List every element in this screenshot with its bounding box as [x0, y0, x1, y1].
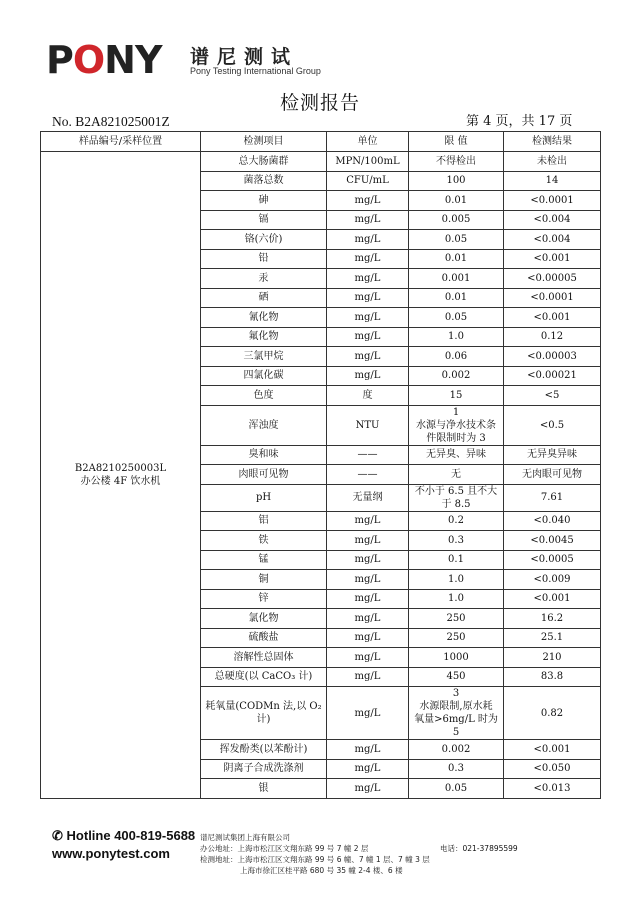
limit-value: 15: [409, 386, 504, 406]
test-item: 三氯甲烷: [201, 347, 327, 367]
unit: mg/L: [327, 230, 409, 250]
test-item: 总硬度(以 CaCO₃ 计): [201, 667, 327, 687]
unit: mg/L: [327, 779, 409, 799]
limit-value: 0.002: [409, 740, 504, 760]
limit-value: 450: [409, 667, 504, 687]
unit: mg/L: [327, 308, 409, 328]
result-value: <0.00003: [504, 347, 601, 367]
result-value: 无异臭异味: [504, 445, 601, 465]
limit-value: 0.002: [409, 366, 504, 386]
footer-phone: 电话：021-37895599: [440, 844, 518, 853]
test-item: 溶解性总固体: [201, 648, 327, 668]
unit: ——: [327, 445, 409, 465]
unit: mg/L: [327, 667, 409, 687]
result-value: 7.61: [504, 484, 601, 511]
unit: mg/L: [327, 210, 409, 230]
test-item: 氯化物: [201, 609, 327, 629]
result-value: <0.0045: [504, 531, 601, 551]
test-item: 氰化物: [201, 308, 327, 328]
header: [40, 40, 600, 80]
limit-value: 0.01: [409, 191, 504, 211]
pony-logo: PONY: [46, 38, 162, 82]
limit-value: 100: [409, 171, 504, 191]
unit: mg/L: [327, 570, 409, 590]
test-item: 锰: [201, 550, 327, 570]
unit: mg/L: [327, 191, 409, 211]
limit-line: 不小于 6.5 且不大: [414, 485, 498, 497]
table-body: [41, 152, 601, 799]
test-item: 臭和味: [201, 445, 327, 465]
limit-value: 0.005: [409, 210, 504, 230]
unit: 无量纲: [327, 484, 409, 511]
result-value: <0.0001: [504, 288, 601, 308]
unit: mg/L: [327, 531, 409, 551]
table-row: [41, 152, 601, 172]
sample-location: 办公楼 4F 饮水机: [80, 475, 161, 487]
test-item: 耗氧量(CODMn 法,以 O₂计): [201, 687, 327, 740]
test-item: 铝: [201, 511, 327, 531]
test-item: 砷: [201, 191, 327, 211]
limit-value: 1000: [409, 648, 504, 668]
unit: mg/L: [327, 249, 409, 269]
col-header-sample: 样品编号/采样位置: [41, 132, 201, 152]
test-item: 铅: [201, 249, 327, 269]
test-item: 锌: [201, 589, 327, 609]
test-item: 铜: [201, 570, 327, 590]
footer-company: 谱尼测试集团上海有限公司: [200, 833, 290, 842]
unit: mg/L: [327, 628, 409, 648]
unit: MPN/100mL: [327, 152, 409, 172]
limit-value: 0.06: [409, 347, 504, 367]
company-name-en: Pony Testing International Group: [190, 66, 321, 76]
result-value: <0.5: [504, 405, 601, 445]
result-value: <0.013: [504, 779, 601, 799]
page-info: 第 4 页，共 17 页: [466, 114, 573, 129]
limit-value: 250: [409, 609, 504, 629]
limit-value: 不得检出: [409, 152, 504, 172]
test-item: 阴离子合成洗涤剂: [201, 759, 327, 779]
unit: 度: [327, 386, 409, 406]
footer-addresses: [200, 832, 430, 876]
col-header-limit: 限 值: [409, 132, 504, 152]
limit-value: [409, 687, 504, 740]
unit: mg/L: [327, 589, 409, 609]
unit: mg/L: [327, 740, 409, 760]
limit-value: 0.3: [409, 531, 504, 551]
result-value: 16.2: [504, 609, 601, 629]
test-item: 浑浊度: [201, 405, 327, 445]
result-value: <0.040: [504, 511, 601, 531]
limit-line: 水源与净水技术条: [416, 419, 496, 431]
test-item: 肉眼可见物: [201, 465, 327, 485]
result-value: <0.0005: [504, 550, 601, 570]
result-value: <5: [504, 386, 601, 406]
limit-value: [409, 405, 504, 445]
limit-value: 0.3: [409, 759, 504, 779]
result-value: 210: [504, 648, 601, 668]
test-item: 硒: [201, 288, 327, 308]
limit-value: 1.0: [409, 589, 504, 609]
unit: mg/L: [327, 366, 409, 386]
result-value: <0.004: [504, 210, 601, 230]
limit-value: 0.01: [409, 249, 504, 269]
limit-value: 1.0: [409, 327, 504, 347]
test-item: 挥发酚类(以苯酚计): [201, 740, 327, 760]
result-value: 25.1: [504, 628, 601, 648]
result-value: <0.050: [504, 759, 601, 779]
test-item: 菌落总数: [201, 171, 327, 191]
result-value: 无肉眼可见物: [504, 465, 601, 485]
limit-value: 1.0: [409, 570, 504, 590]
test-item: 铁: [201, 531, 327, 551]
unit: mg/L: [327, 511, 409, 531]
test-item: 银: [201, 779, 327, 799]
company-name-cn: 谱尼测试: [190, 46, 299, 68]
limit-line: 于 8.5: [441, 498, 471, 510]
limit-line: 1: [452, 406, 460, 418]
result-value: <0.001: [504, 589, 601, 609]
unit: mg/L: [327, 327, 409, 347]
unit: ——: [327, 465, 409, 485]
footer-office-address: 办公地址：上海市松江区文翔东路 99 号 7 幢 2 层: [200, 844, 369, 853]
limit-value: [409, 484, 504, 511]
limit-line: 3: [452, 688, 460, 699]
phone-icon: ✆: [52, 828, 63, 843]
test-item: 铬(六价): [201, 230, 327, 250]
limit-value: 0.05: [409, 230, 504, 250]
col-header-result: 检测结果: [504, 132, 601, 152]
test-item: 四氯化碳: [201, 366, 327, 386]
result-value: <0.0001: [504, 191, 601, 211]
result-value: <0.001: [504, 740, 601, 760]
test-item: 总大肠菌群: [201, 152, 327, 172]
report-number: No. B2A821025001Z: [52, 114, 170, 129]
result-value: <0.009: [504, 570, 601, 590]
limit-value: 250: [409, 628, 504, 648]
col-header-unit: 单位: [327, 132, 409, 152]
result-value: 14: [504, 171, 601, 191]
unit: mg/L: [327, 288, 409, 308]
document-title: 检测报告: [279, 92, 360, 114]
limit-value: 无: [409, 465, 504, 485]
limit-line: 件限制时为 3: [426, 432, 486, 444]
result-value: 未检出: [504, 152, 601, 172]
test-item: 硫酸盐: [201, 628, 327, 648]
limit-value: 0.2: [409, 511, 504, 531]
hotline: ✆ Hotline 400-819-5688: [52, 828, 196, 843]
unit: mg/L: [327, 687, 409, 740]
unit: mg/L: [327, 609, 409, 629]
results-table: [40, 131, 601, 799]
limit-value: 0.1: [409, 550, 504, 570]
limit-value: 0.001: [409, 269, 504, 289]
result-value: <0.004: [504, 230, 601, 250]
limit-line: 水源限制,原水耗: [419, 701, 493, 712]
footer-test-address-1: 检测地址：上海市松江区文翔东路 99 号 6 幢、7 幢 1 层、7 幢 3 层: [200, 855, 430, 864]
limit-value: 无异臭、异味: [409, 445, 504, 465]
test-item: 镉: [201, 210, 327, 230]
col-header-item: 检测项目: [201, 132, 327, 152]
test-item: 汞: [201, 269, 327, 289]
limit-value: 0.05: [409, 779, 504, 799]
unit: mg/L: [327, 550, 409, 570]
limit-value: 0.01: [409, 288, 504, 308]
limit-line: 氧量>6mg/L 时为 5: [414, 714, 498, 738]
unit: NTU: [327, 405, 409, 445]
footer-test-address-2: 上海市徐汇区桂平路 680 号 35 幢 2-4 楼、6 楼: [240, 866, 403, 875]
unit: mg/L: [327, 759, 409, 779]
result-value: <0.001: [504, 308, 601, 328]
result-value: 0.82: [504, 687, 601, 740]
table-header-row: [41, 132, 601, 152]
test-item: 氟化物: [201, 327, 327, 347]
result-value: <0.00021: [504, 366, 601, 386]
result-value: <0.001: [504, 249, 601, 269]
result-value: <0.00005: [504, 269, 601, 289]
unit: mg/L: [327, 648, 409, 668]
unit: mg/L: [327, 347, 409, 367]
result-value: 0.12: [504, 327, 601, 347]
result-value: 83.8: [504, 667, 601, 687]
website-link[interactable]: www.ponytest.com: [52, 846, 170, 861]
limit-value: 0.05: [409, 308, 504, 328]
sample-cell: [41, 152, 201, 799]
unit: CFU/mL: [327, 171, 409, 191]
test-item: pH: [201, 484, 327, 511]
sample-id: B2A8210250003L: [74, 462, 167, 474]
test-item: 色度: [201, 386, 327, 406]
unit: mg/L: [327, 269, 409, 289]
